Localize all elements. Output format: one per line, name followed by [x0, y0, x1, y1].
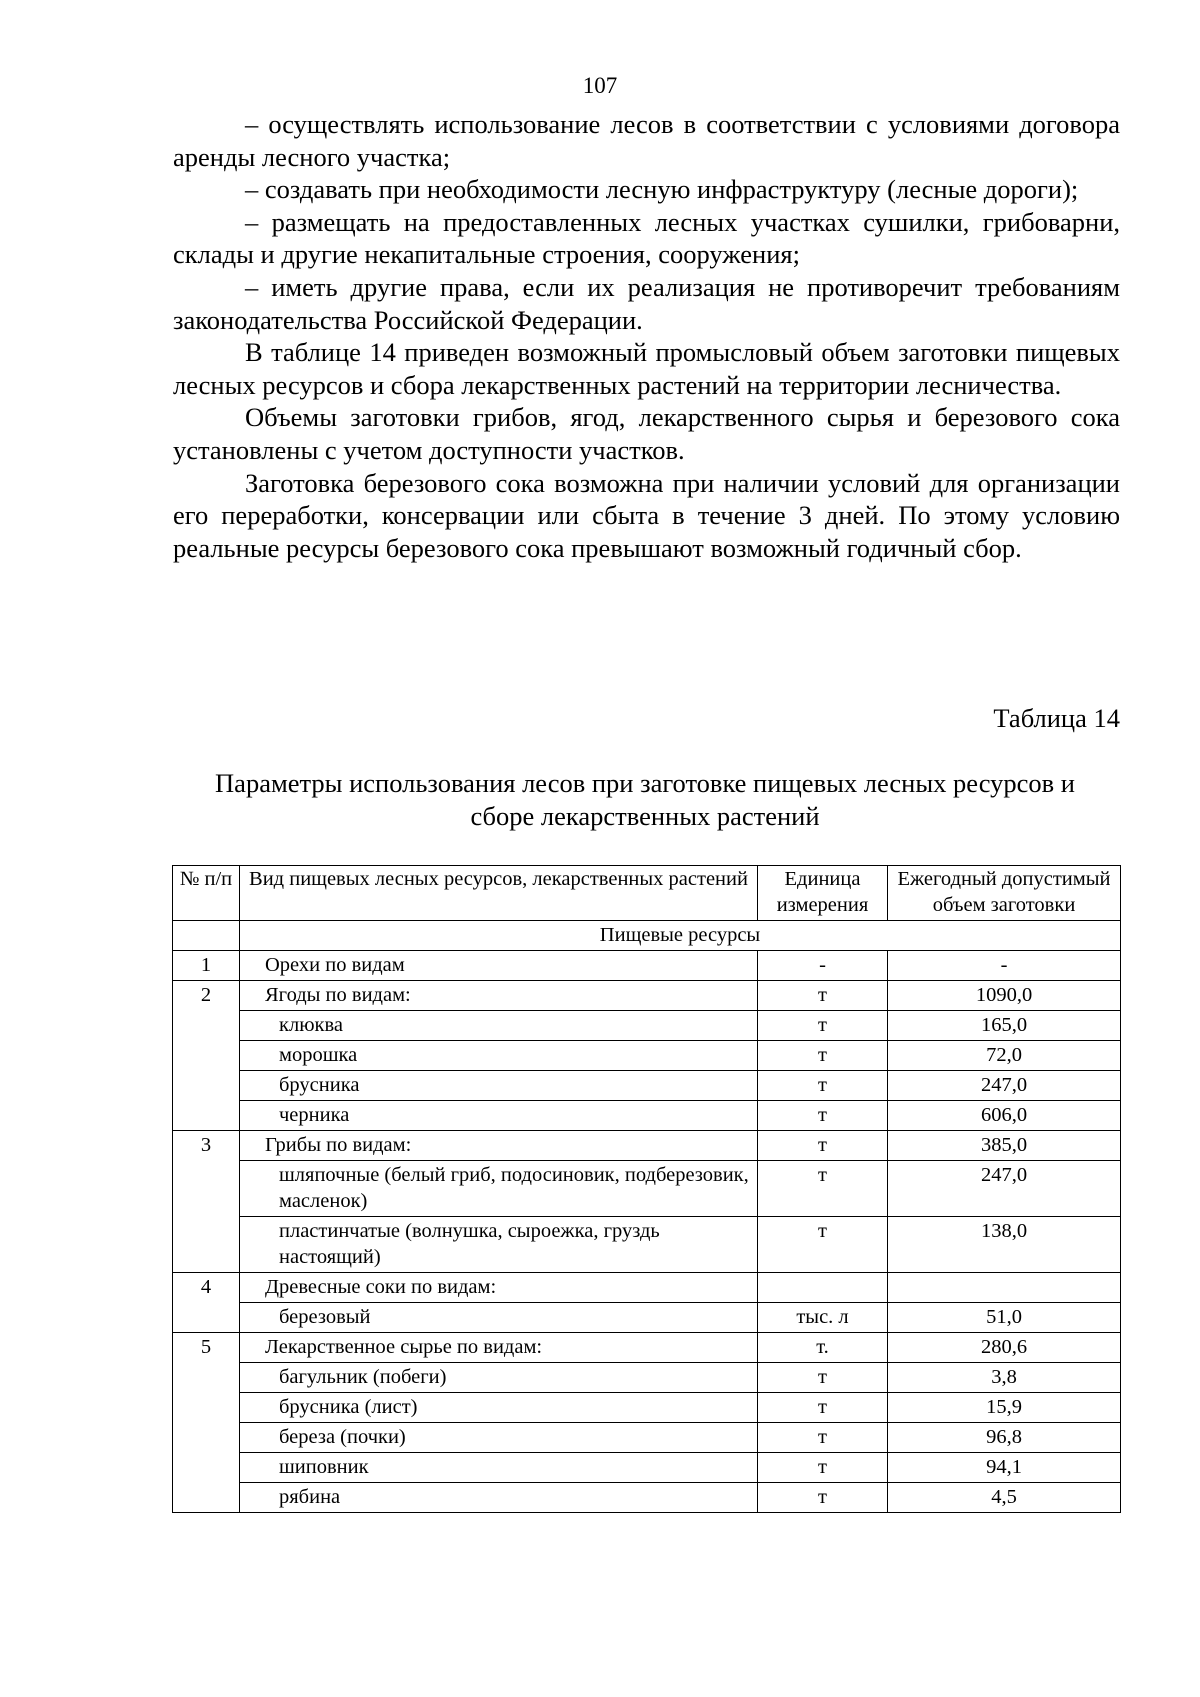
table-caption-line: Параметры использования лесов при заготовке пищевых лесных ресурсов и — [215, 768, 1075, 798]
table-label: Таблица 14 — [993, 703, 1120, 733]
section-title: Пищевые ресурсы — [240, 921, 1121, 951]
section-row — [173, 921, 1121, 951]
resource-name-cell: Древесные соки по видам: — [240, 1273, 758, 1303]
unit-cell: т — [758, 1131, 888, 1161]
unit-cell: т — [758, 1071, 888, 1101]
volume-cell: 1090,0 — [888, 981, 1121, 1011]
unit-cell: т — [758, 1011, 888, 1041]
resource-name-cell: Грибы по видам: — [240, 1131, 758, 1161]
table-row — [173, 1453, 1121, 1483]
table-row — [173, 1363, 1121, 1393]
unit-cell: т — [758, 1217, 888, 1273]
header-number: № п/п — [173, 866, 240, 921]
unit-cell: т — [758, 1041, 888, 1071]
paragraph: – размещать на предоставленных лесных участках сушилки, грибоварни, склады и другие некапитальные строения, сооружения; — [173, 206, 1120, 270]
resource-name-cell: Орехи по видам — [240, 951, 758, 981]
resource-name-cell: шиповник — [240, 1453, 758, 1483]
paragraph: Объемы заготовки грибов, ягод, лекарственного сырья и березового сока установлены с учетом доступности участков. — [173, 402, 1120, 465]
volume-cell: 606,0 — [888, 1101, 1121, 1131]
volume-cell: 138,0 — [888, 1217, 1121, 1273]
unit-cell: тыс. л — [758, 1303, 888, 1333]
row-number-cell: 5 — [173, 1333, 240, 1513]
volume-cell: 280,6 — [888, 1333, 1121, 1363]
section-empty-cell — [173, 921, 240, 951]
row-number-cell: 2 — [173, 981, 240, 1131]
resources-table — [172, 865, 1121, 1513]
volume-cell — [888, 1273, 1121, 1303]
table-row — [173, 1131, 1121, 1161]
resource-name-cell: рябина — [240, 1483, 758, 1513]
table-row — [173, 1161, 1121, 1217]
table-row — [173, 1071, 1121, 1101]
header-resource-type: Вид пищевых лесных ресурсов, лекарственных растений — [240, 866, 758, 921]
row-number-cell: 4 — [173, 1273, 240, 1333]
table-body — [173, 921, 1121, 1513]
volume-cell: 4,5 — [888, 1483, 1121, 1513]
resource-name-cell: березовый — [240, 1303, 758, 1333]
resource-name-cell: морошка — [240, 1041, 758, 1071]
table-caption-line: сборе лекарственных растений — [470, 800, 820, 831]
resource-name-cell: черника — [240, 1101, 758, 1131]
unit-cell: - — [758, 951, 888, 981]
table-row — [173, 1423, 1121, 1453]
unit-cell: т — [758, 981, 888, 1011]
table-row — [173, 1011, 1121, 1041]
table-row — [173, 1393, 1121, 1423]
volume-cell: 94,1 — [888, 1453, 1121, 1483]
paragraph: – иметь другие права, если их реализация не противоречит требованиям законодательства Российской Федерации. — [173, 271, 1120, 335]
unit-cell: т — [758, 1101, 888, 1131]
paragraph: – осуществлять использование лесов в соответствии с условиями договора аренды лесного участка; — [173, 109, 1120, 172]
unit-cell: т — [758, 1483, 888, 1513]
table-caption — [160, 767, 1130, 832]
unit-cell: т — [758, 1423, 888, 1453]
volume-cell: 3,8 — [888, 1363, 1121, 1393]
page-number: 107 — [582, 73, 618, 98]
table-row — [173, 1273, 1121, 1303]
table-row — [173, 951, 1121, 981]
volume-cell: 247,0 — [888, 1071, 1121, 1101]
volume-cell: 15,9 — [888, 1393, 1121, 1423]
table-row — [173, 1041, 1121, 1071]
resource-name-cell: Лекарственное сырье по видам: — [240, 1333, 758, 1363]
table-row — [173, 1483, 1121, 1513]
volume-cell: 165,0 — [888, 1011, 1121, 1041]
table-row — [173, 1333, 1121, 1363]
unit-cell: т. — [758, 1333, 888, 1363]
resource-name-cell: клюква — [240, 1011, 758, 1041]
resource-name-cell: брусника — [240, 1071, 758, 1101]
resource-name-cell: пластинчатые (волнушка, сыроежка, груздь настоящий) — [240, 1217, 758, 1273]
row-number-cell: 1 — [173, 951, 240, 981]
row-number-cell: 3 — [173, 1131, 240, 1273]
volume-cell: 96,8 — [888, 1423, 1121, 1453]
resource-name-cell: береза (почки) — [240, 1423, 758, 1453]
table-header-row — [173, 866, 1121, 921]
volume-cell: - — [888, 951, 1121, 981]
unit-cell — [758, 1273, 888, 1303]
table-row — [173, 1303, 1121, 1333]
paragraph: – создавать при необходимости лесную инфраструктуру (лесные дороги); — [245, 174, 1079, 205]
unit-cell: т — [758, 1161, 888, 1217]
resource-name-cell: брусника (лист) — [240, 1393, 758, 1423]
table-row — [173, 1217, 1121, 1273]
body-text — [173, 108, 1120, 564]
resource-name-cell: Ягоды по видам: — [240, 981, 758, 1011]
volume-cell: 51,0 — [888, 1303, 1121, 1333]
paragraph: В таблице 14 приведен возможный промысловый объем заготовки пищевых лесных ресурсов и сбора лекарственных растений на территории лесничества. — [173, 337, 1120, 400]
header-annual-volume: Ежегодный допустимый объем заготовки — [888, 866, 1121, 921]
volume-cell: 72,0 — [888, 1041, 1121, 1071]
resource-name-cell: багульник (побеги) — [240, 1363, 758, 1393]
resource-name-cell: шляпочные (белый гриб, подосиновик, подберезовик, масленок) — [240, 1161, 758, 1217]
unit-cell: т — [758, 1393, 888, 1423]
table-row — [173, 981, 1121, 1011]
header-unit: Единица измерения — [758, 866, 888, 921]
paragraph: Заготовка березового сока возможна при наличии условий для организации его переработки, консервации или сбыта в течение 3 дней. По этому условию реальные ресурсы березового сока превышают возможный годичный сбор. — [173, 467, 1120, 563]
volume-cell: 385,0 — [888, 1131, 1121, 1161]
volume-cell: 247,0 — [888, 1161, 1121, 1217]
unit-cell: т — [758, 1453, 888, 1483]
unit-cell: т — [758, 1363, 888, 1393]
table-row — [173, 1101, 1121, 1131]
